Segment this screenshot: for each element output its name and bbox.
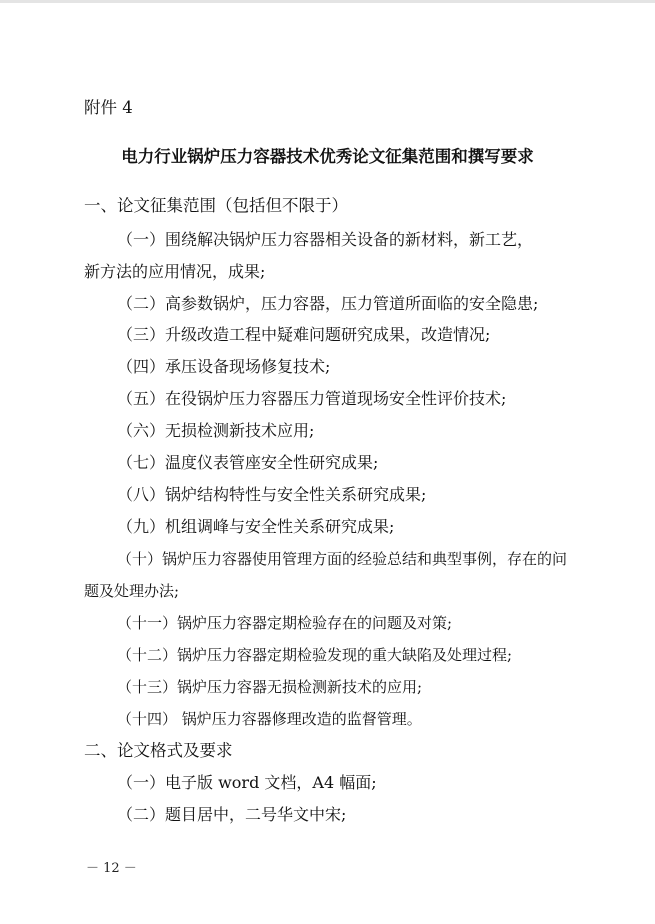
section-1-heading: 一、论文征集范围（包括但不限于）	[84, 196, 348, 215]
list-item: （八）锅炉结构特性与安全性关系研究成果;	[117, 485, 427, 504]
list-item: （七）温度仪表管座安全性研究成果;	[117, 453, 379, 472]
list-item: （十）锅炉压力容器使用管理方面的经验总结和典型事例，存在的问	[117, 550, 568, 568]
page-number: － 12 －	[86, 861, 137, 876]
list-item-continuation: 题及处理办法;	[84, 582, 180, 600]
list-item: （六）无损检测新技术应用;	[117, 421, 315, 440]
list-item: （一）围绕解决锅炉压力容器相关设备的新材料，新工艺，	[117, 230, 534, 249]
document-title: 电力行业锅炉压力容器技术优秀论文征集范围和撰写要求	[121, 147, 534, 166]
list-item: （十三）锅炉压力容器无损检测新技术的应用;	[117, 678, 423, 696]
top-edge-rule	[0, 0, 655, 3]
section-2-heading: 二、论文格式及要求	[84, 741, 233, 760]
list-item-continuation: 新方法的应用情况，成果;	[84, 262, 266, 281]
list-item: （二）高参数锅炉，压力容器，压力管道所面临的安全隐患;	[117, 294, 539, 313]
list-item: （九）机组调峰与安全性关系研究成果;	[117, 517, 395, 536]
list-item: （五）在役锅炉压力容器压力管道现场安全性评价技术;	[117, 389, 507, 408]
list-item: （四）承压设备现场修复技术;	[117, 357, 331, 376]
list-item: （三）升级改造工程中疑难问题研究成果，改造情况;	[117, 325, 491, 344]
list-item: （十二）锅炉压力容器定期检验发现的重大缺陷及处理过程;	[117, 646, 513, 664]
list-item: （一）电子版 word 文档，A4 幅面;	[117, 773, 377, 792]
attachment-label: 附件 4	[84, 98, 133, 117]
list-item: （十四） 锅炉压力容器修理改造的监督管理。	[117, 710, 422, 728]
list-item: （二）题目居中，二号华文中宋;	[117, 805, 347, 824]
list-item: （十一）锅炉压力容器定期检验存在的问题及对策;	[117, 614, 453, 632]
